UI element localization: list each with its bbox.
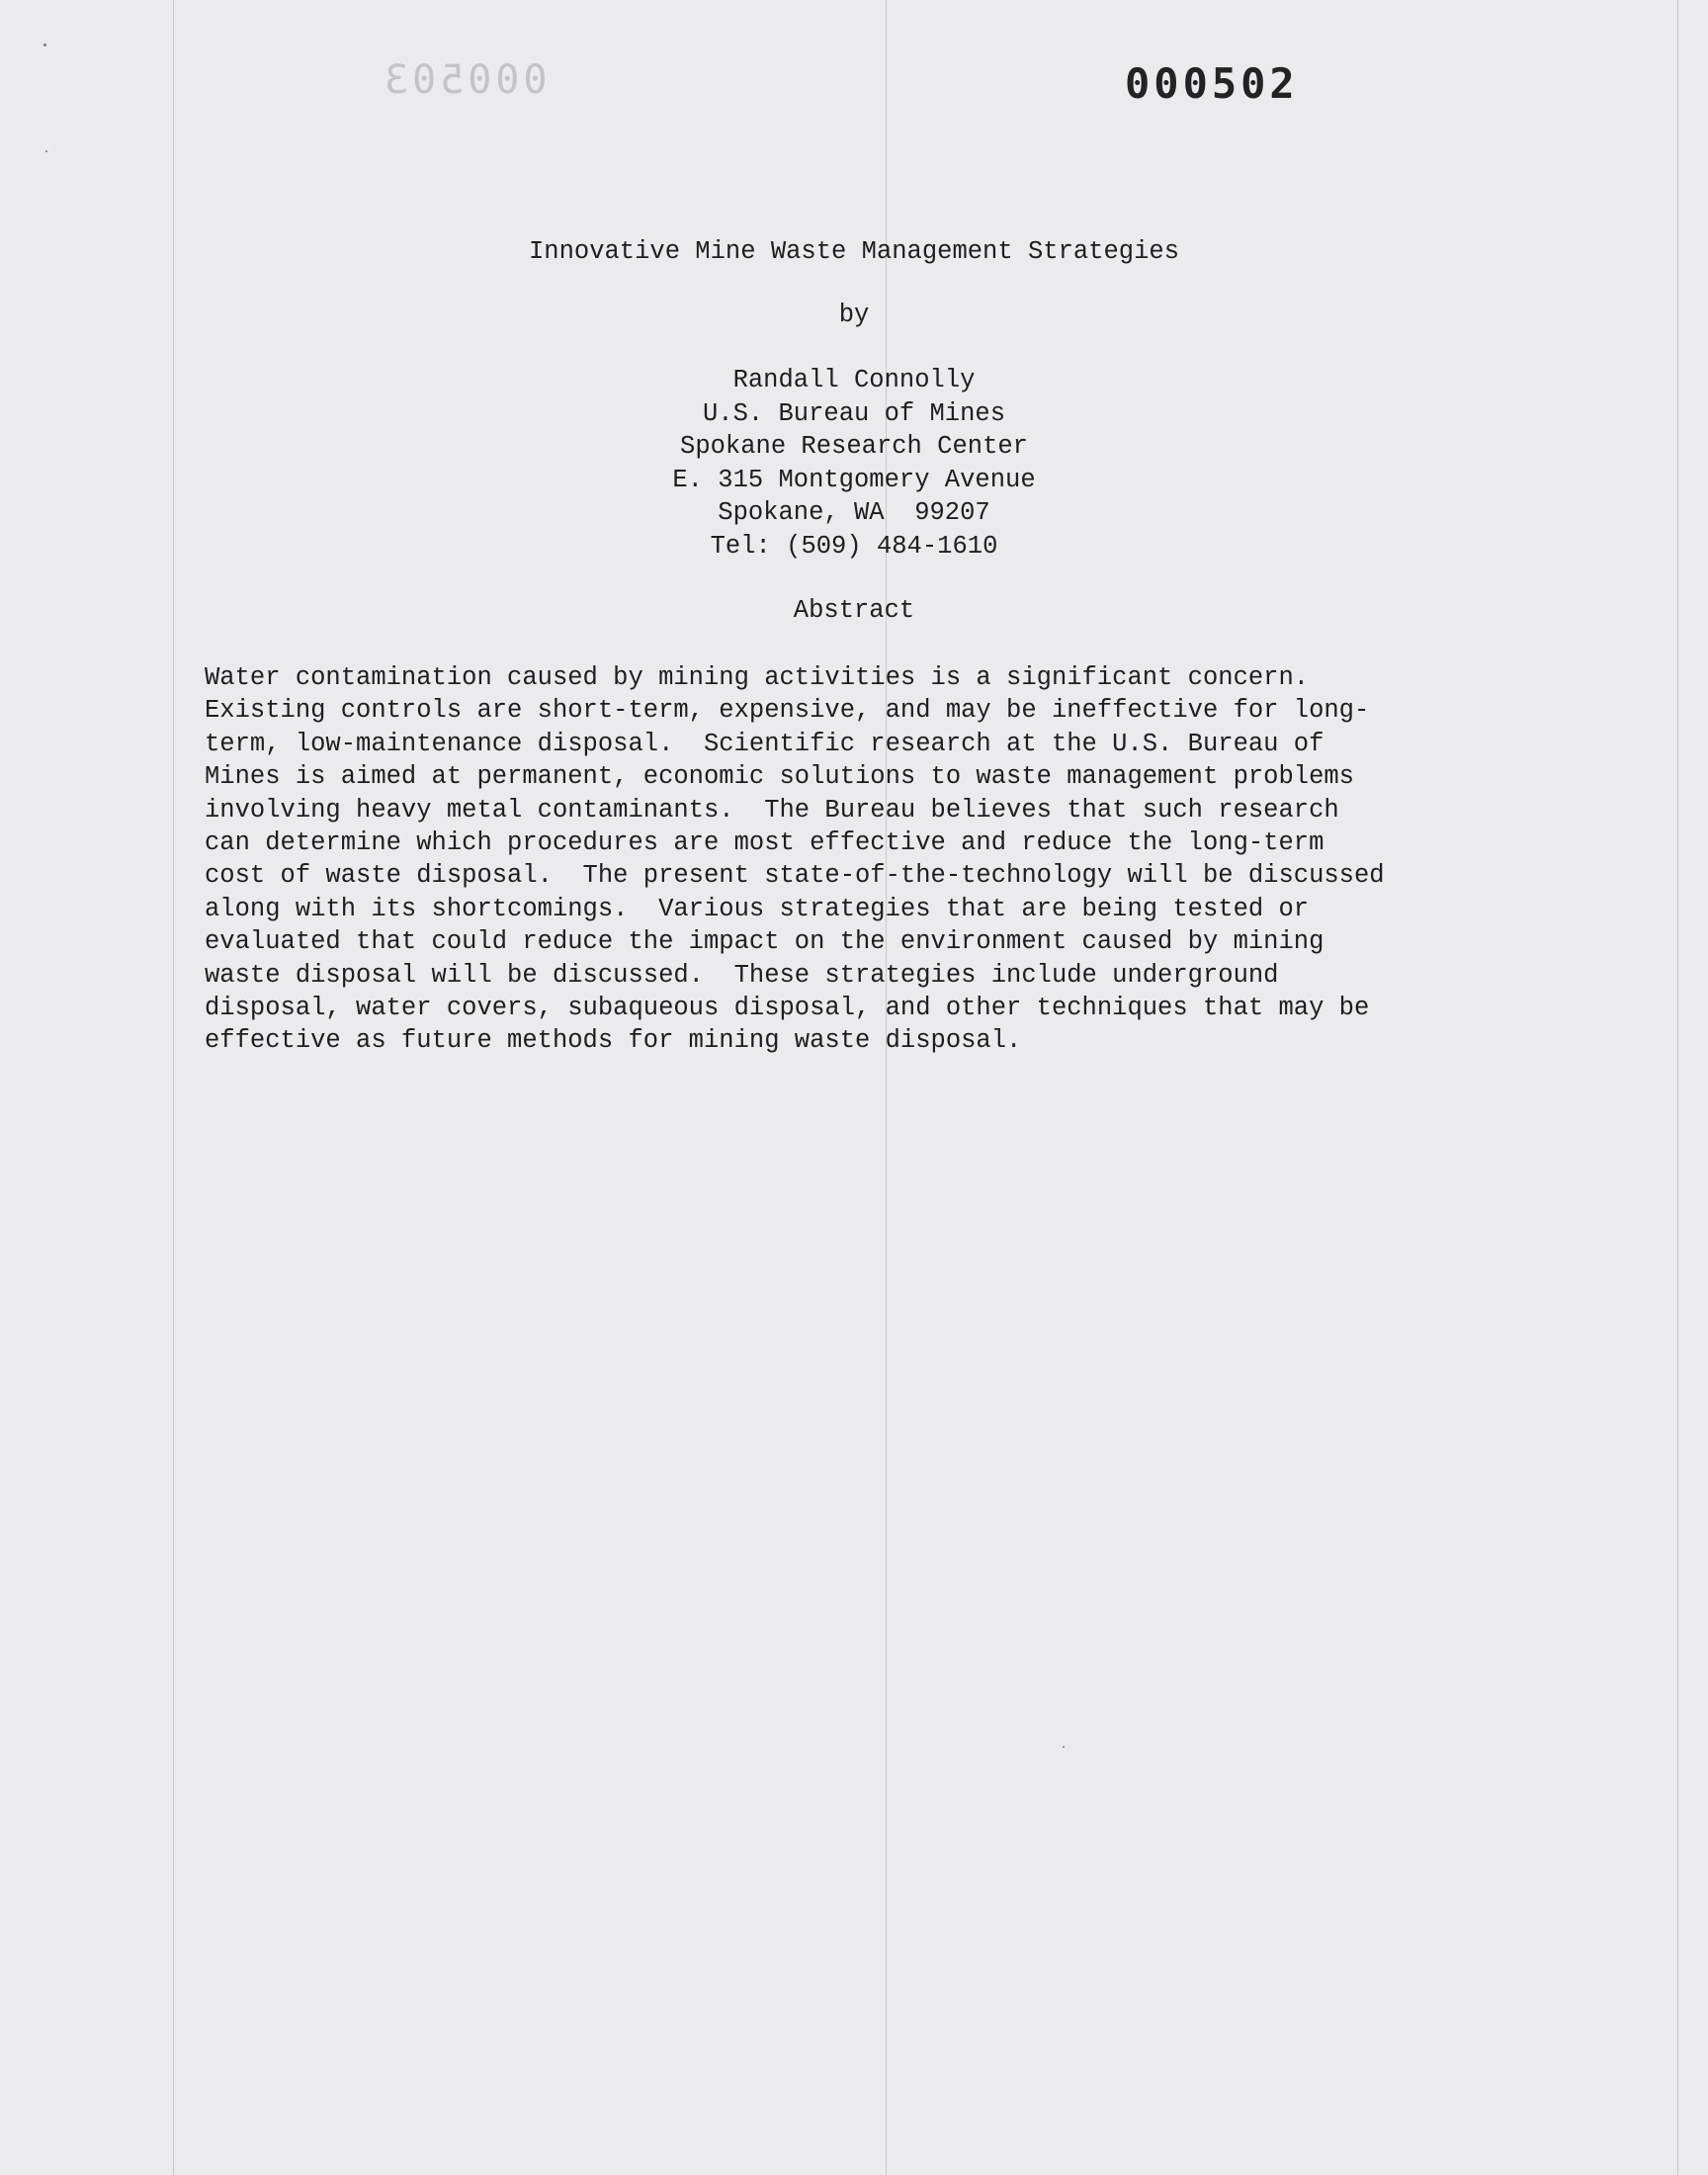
author-street: E. 315 Montgomery Avenue bbox=[672, 465, 1036, 494]
abstract-line: involving heavy metal contaminants. The Bureau believes that such research bbox=[205, 795, 1339, 825]
abstract-line: waste disposal will be discussed. These strategies include underground bbox=[205, 960, 1279, 990]
scan-speck bbox=[1063, 1746, 1065, 1748]
abstract-line: term, low-maintenance disposal. Scientific research at the U.S. Bureau of bbox=[205, 729, 1324, 758]
abstract-line: Water contamination caused by mining activities is a significant concern. bbox=[205, 663, 1310, 692]
author-name: Randall Connolly bbox=[732, 366, 976, 394]
abstract-line: evaluated that could reduce the impact on the environment caused by mining bbox=[205, 927, 1324, 957]
abstract-line: can determine which procedures are most effective and reduce the long-term bbox=[205, 828, 1324, 858]
abstract-heading: Abstract bbox=[793, 596, 915, 625]
scan-speck bbox=[45, 150, 47, 152]
author-city: Spokane, WA 99207 bbox=[718, 498, 990, 528]
abstract-line: cost of waste disposal. The present state-of-the-technology will be discussed bbox=[205, 861, 1385, 891]
page-number: 000502 bbox=[1125, 59, 1299, 108]
abstract-body bbox=[205, 661, 1529, 1058]
document-title: Innovative Mine Waste Management Strategies bbox=[528, 237, 1179, 266]
bleed-through-page-number: 000503 bbox=[381, 57, 548, 103]
byline: by bbox=[838, 301, 870, 329]
abstract-line: Mines is aimed at permanent, economic solutions to waste management problems bbox=[205, 762, 1354, 792]
abstract-line: Existing controls are short-term, expensive, and may be ineffective for long- bbox=[205, 696, 1370, 726]
abstract-line: disposal, water covers, subaqueous disposal, and other techniques that may be bbox=[205, 994, 1370, 1023]
scan-speck bbox=[43, 44, 46, 46]
abstract-line: along with its shortcomings. Various strategies that are being tested or bbox=[205, 894, 1310, 923]
author-organization: U.S. Bureau of Mines bbox=[702, 398, 1006, 428]
author-center: Spokane Research Center bbox=[680, 432, 1028, 462]
author-phone: Tel: (509) 484-1610 bbox=[710, 531, 998, 561]
author-block bbox=[0, 364, 1708, 564]
abstract-line: effective as future methods for mining waste disposal. bbox=[205, 1026, 1022, 1056]
